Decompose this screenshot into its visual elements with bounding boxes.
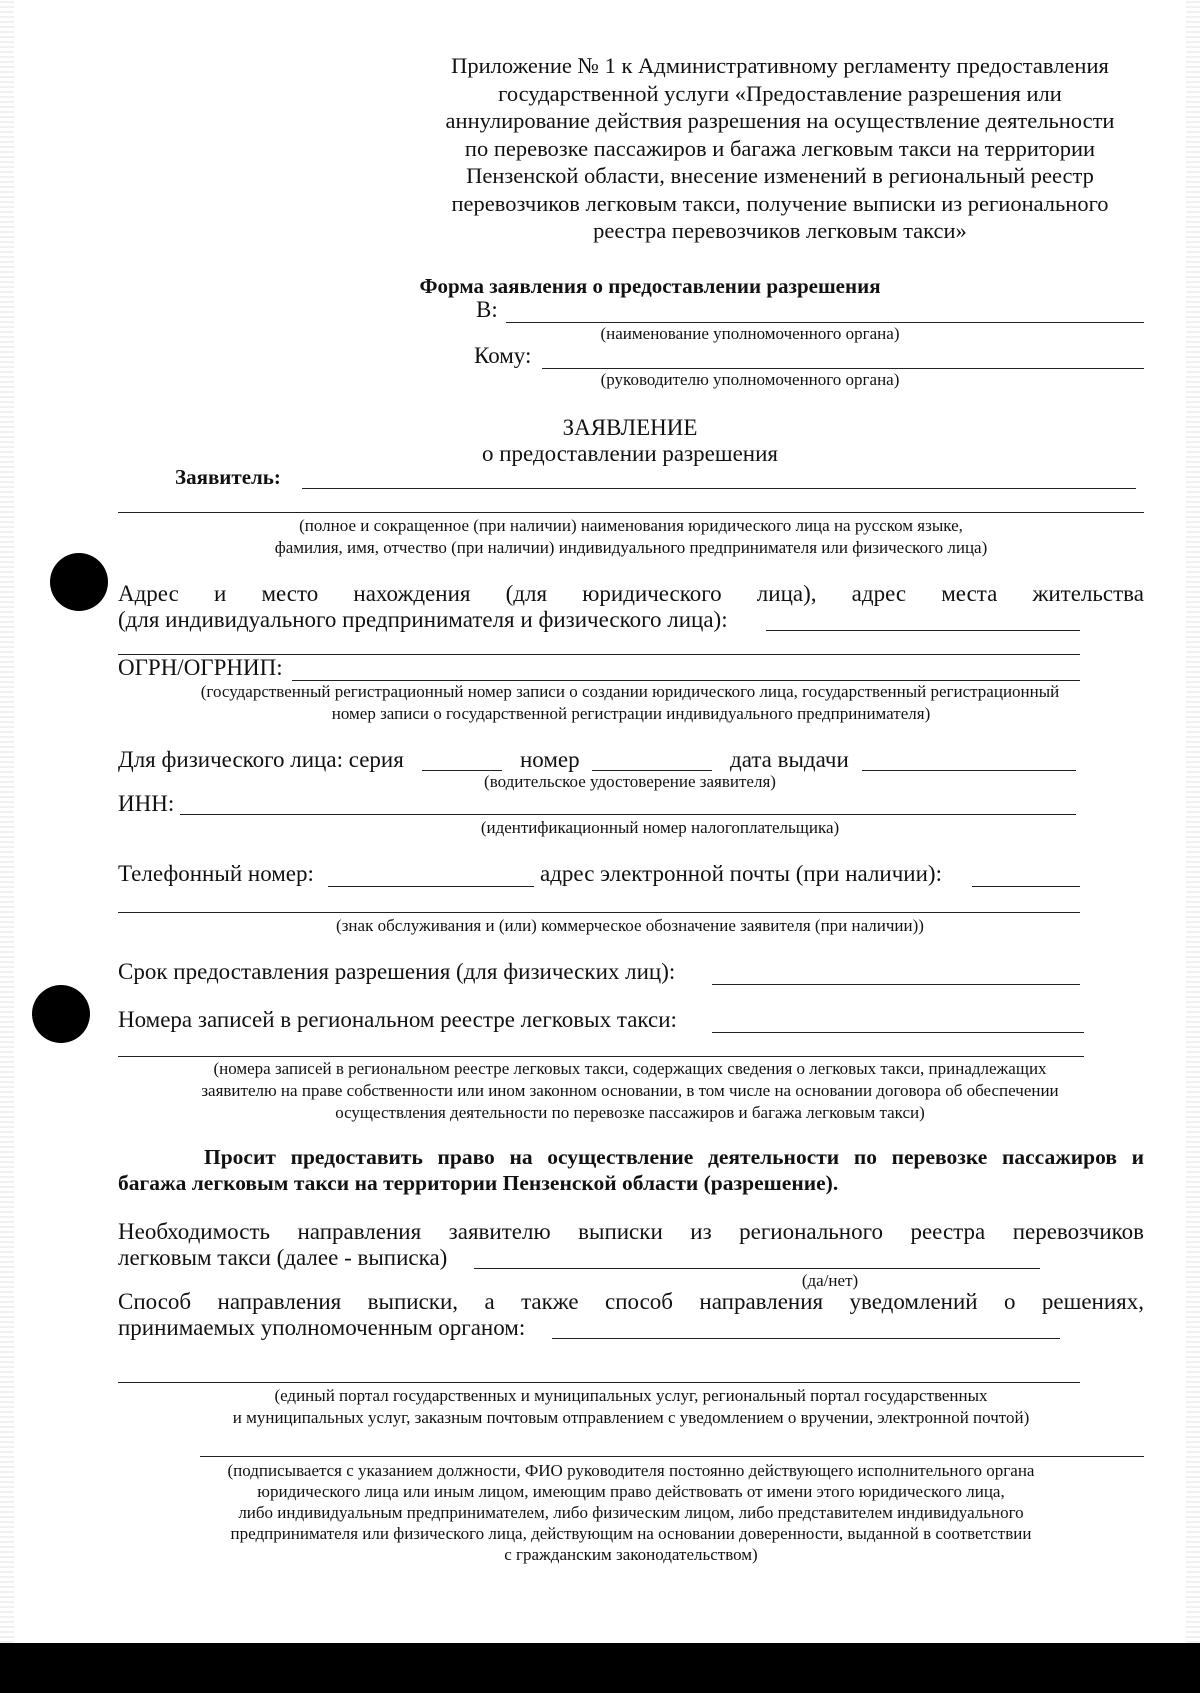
address-word: лица), bbox=[756, 581, 817, 606]
trademark-hint: (знак обслуживания и (или) коммерческое обозначение заявителя (при наличии)) bbox=[336, 916, 924, 935]
extract-hint: (да/нет) bbox=[801, 1271, 859, 1290]
address-word: юридического bbox=[582, 581, 722, 606]
appendix-line: Пензенской области, внесение изменений в региональный реестр bbox=[466, 163, 1094, 188]
punch-hole-icon bbox=[32, 985, 90, 1043]
license-number-label: номер bbox=[520, 747, 580, 772]
delivery-line-2: принимаемых уполномоченным органом: bbox=[118, 1315, 526, 1340]
license-date-field[interactable] bbox=[862, 770, 1076, 771]
address-word: (для bbox=[505, 581, 548, 606]
ogrn-label: ОГРН/ОГРНИП: bbox=[118, 655, 283, 680]
signature-hint-line: (подписывается с указанием должности, ФИО руководителя постоянно действующего исполнительного органа bbox=[227, 1461, 1035, 1480]
whom-hint: (руководителю уполномоченного органа) bbox=[600, 370, 900, 389]
request-line-1: Просит предоставить право на осуществление деятельности по перевозке пассажиров и bbox=[204, 1145, 1144, 1169]
registry-field-line2[interactable] bbox=[118, 1056, 1084, 1057]
address-word: место bbox=[261, 581, 319, 606]
term-label: Срок предоставления разрешения (для физических лиц): bbox=[118, 959, 676, 984]
appendix-line: реестра перевозчиков легковым такси» bbox=[593, 218, 967, 243]
punch-hole-icon bbox=[50, 553, 108, 611]
statement-subtitle: о предоставлении разрешения bbox=[481, 441, 779, 466]
term-field[interactable] bbox=[712, 984, 1080, 985]
statement-title: ЗАЯВЛЕНИЕ bbox=[562, 415, 698, 440]
appendix-header bbox=[415, 52, 1145, 245]
scan-footer-bar bbox=[0, 1643, 1200, 1693]
phone-field[interactable] bbox=[328, 886, 534, 887]
applicant-field[interactable] bbox=[302, 488, 1136, 489]
address-word: жительства bbox=[1032, 581, 1144, 606]
address-word: и bbox=[213, 581, 227, 606]
address-field[interactable] bbox=[766, 630, 1080, 631]
address-line-2: (для индивидуального предпринимателя и физического лица): bbox=[118, 607, 728, 632]
scan-edge-right bbox=[1186, 0, 1200, 1643]
appendix-line: по перевозке пассажиров и багажа легковым такси на территории bbox=[464, 135, 1096, 161]
registry-hint-3: осуществления деятельности по перевозке пассажиров и багажа легковым такси) bbox=[335, 1103, 925, 1122]
license-date-label: дата выдачи bbox=[730, 747, 849, 772]
appendix-line: аннулирование действия разрешения на осуществление деятельности bbox=[445, 108, 1115, 133]
to-hint: (наименование уполномоченного органа) bbox=[600, 324, 900, 343]
signature-hint-line: предпринимателя или физического лица, действующим на основании доверенности, выданной в соответствии bbox=[230, 1524, 1032, 1543]
registry-hint-1: (номера записей в региональном реестре легковых такси, содержащих сведения о легковых такси, принадлежащих bbox=[213, 1059, 1047, 1078]
registry-field[interactable] bbox=[712, 1032, 1084, 1033]
license-label: Для физического лица: серия bbox=[118, 747, 404, 772]
whom-label: Кому: bbox=[474, 343, 532, 368]
phone-label: Телефонный номер: bbox=[118, 861, 314, 886]
signature-hint-line: либо индивидуальным предпринимателем, либо физическим лицом, либо представителем индивидуального bbox=[238, 1503, 1024, 1522]
signature-hint-line: с гражданским законодательством) bbox=[504, 1545, 758, 1564]
appendix-line: Приложение № 1 к Административному регламенту предоставления bbox=[451, 53, 1109, 78]
to-label: В: bbox=[476, 297, 498, 322]
scan-edge-left bbox=[0, 0, 14, 1643]
ogrn-hint-2: номер записи о государственной регистрации индивидуального предпринимателя) bbox=[331, 704, 931, 723]
delivery-hint-1: (единый портал государственных и муниципальных услуг, региональный портал государственных bbox=[274, 1386, 988, 1405]
appendix-line: перевозчиков легковым такси, получение выписки из регионального bbox=[451, 190, 1109, 216]
email-field[interactable] bbox=[972, 886, 1080, 887]
signature-hint bbox=[118, 1460, 1144, 1565]
request-line-2: багажа легковым такси на территории Пензенской области (разрешение). bbox=[118, 1171, 839, 1195]
registry-label: Номера записей в региональном реестре легковых такси: bbox=[118, 1007, 677, 1032]
delivery-field[interactable] bbox=[552, 1338, 1060, 1339]
signature-field[interactable] bbox=[200, 1456, 1144, 1457]
registry-hint-2: заявителю на праве собственности или ином законном основании, в том числе на основании договора об обеспечении bbox=[201, 1081, 1059, 1100]
address-word: Адрес bbox=[118, 581, 179, 606]
address-word: адрес bbox=[851, 581, 907, 606]
applicant-hint-1: (полное и сокращенное (при наличии) наименования юридического лица на русском языке, bbox=[299, 516, 963, 535]
address-word: места bbox=[941, 581, 998, 606]
extract-line-1: Необходимость направления заявителю выписки из регионального реестра перевозчиков bbox=[118, 1219, 1144, 1244]
extract-field[interactable] bbox=[474, 1268, 1040, 1269]
delivery-field-line2[interactable] bbox=[118, 1382, 1080, 1383]
ogrn-hint-1: (государственный регистрационный номер записи о создании юридического лица, государственный регистрационный bbox=[200, 682, 1060, 701]
inn-hint: (идентификационный номер налогоплательщика) bbox=[480, 818, 840, 837]
address-word: нахождения bbox=[353, 581, 471, 606]
inn-label: ИНН: bbox=[118, 791, 175, 816]
extract-line-2: легковым такси (далее - выписка) bbox=[118, 1245, 448, 1270]
delivery-hint-2: и муниципальных услуг, заказным почтовым отправлением с уведомлением о вручении, электронной почтой) bbox=[232, 1408, 1030, 1427]
inn-field[interactable] bbox=[180, 814, 1076, 815]
appendix-line: государственной услуги «Предоставление разрешения или bbox=[498, 80, 1062, 106]
delivery-line-1: Способ направления выписки, а также способ направления уведомлений о решениях, bbox=[118, 1289, 1144, 1314]
license-hint: (водительское удостоверение заявителя) bbox=[484, 772, 776, 791]
applicant-label: Заявитель: bbox=[175, 465, 281, 489]
trademark-field[interactable] bbox=[118, 912, 1080, 913]
form-title: Форма заявления о предоставлении разрешения bbox=[419, 274, 881, 298]
address-line-1 bbox=[118, 580, 1144, 607]
email-label: адрес электронной почты (при наличии): bbox=[540, 861, 942, 886]
signature-hint-line: юридического лица или иным лицом, имеющим право действовать от имени этого юридического лица, bbox=[257, 1482, 1005, 1501]
applicant-field-line2[interactable] bbox=[118, 512, 1144, 513]
applicant-hint-2: фамилия, имя, отчество (при наличии) индивидуального предпринимателя или физического лица) bbox=[274, 538, 988, 557]
